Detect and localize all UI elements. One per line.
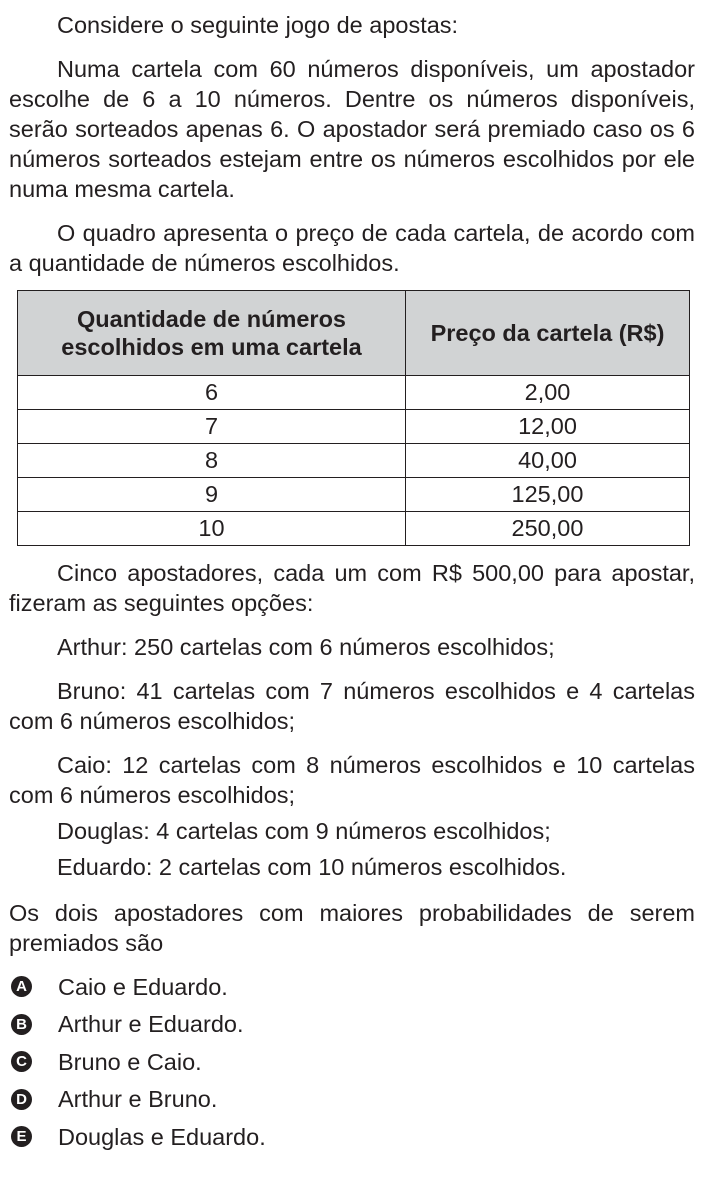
question-text: Os dois apostadores com maiores probabilidades de serem premiados são — [9, 900, 695, 956]
table-row — [18, 478, 690, 512]
question-page — [9, 10, 695, 1156]
option-d[interactable] — [9, 1081, 695, 1119]
option-letter-icon: B — [11, 1014, 32, 1035]
quantity-cell: 8 — [18, 444, 406, 478]
option-text: Caio e Eduardo. — [58, 973, 228, 1000]
price-table — [17, 290, 690, 546]
intro-text: Considere o seguinte jogo de apostas: — [57, 12, 459, 38]
price-cell: 125,00 — [406, 478, 690, 512]
option-c[interactable] — [9, 1043, 695, 1081]
price-cell: 40,00 — [406, 444, 690, 478]
header-price: Preço da cartela (R$) — [406, 291, 690, 376]
bettors-intro-text: Cinco apostadores, cada um com R$ 500,00 para apostar, fizeram as seguintes opções: — [9, 560, 695, 616]
quantity-cell: 6 — [18, 376, 406, 410]
bettor-eduardo: Eduardo: 2 cartelas com 10 números escolhidos. — [57, 854, 567, 880]
rules-text: Numa cartela com 60 números disponíveis, um apostador escolhe de 6 a 10 números. Dentre os números disponíveis, serão sorteados apenas 6. O apostador será premiado caso os 6 números sorteados estejam entre os números escolhidos por ele numa mesma cartela. — [9, 56, 695, 202]
answer-options — [9, 968, 695, 1156]
option-a[interactable] — [9, 968, 695, 1006]
table-row — [18, 376, 690, 410]
option-e[interactable] — [9, 1118, 695, 1156]
option-letter-icon: E — [11, 1126, 32, 1147]
option-letter-icon: C — [11, 1051, 32, 1072]
table-row — [18, 410, 690, 444]
option-text: Arthur e Bruno. — [58, 1086, 218, 1113]
option-letter-icon: A — [11, 976, 32, 997]
quantity-cell: 9 — [18, 478, 406, 512]
table-row — [18, 512, 690, 546]
quantity-cell: 7 — [18, 410, 406, 444]
bettor-caio: Caio: 12 cartelas com 8 números escolhidos e 10 cartelas com 6 números escolhidos; — [9, 752, 695, 808]
table-row — [18, 444, 690, 478]
option-text: Arthur e Eduardo. — [58, 1011, 244, 1038]
bettor-arthur: Arthur: 250 cartelas com 6 números escolhidos; — [57, 634, 555, 660]
price-cell: 2,00 — [406, 376, 690, 410]
option-letter-icon: D — [11, 1089, 32, 1110]
quantity-cell: 10 — [18, 512, 406, 546]
table-header-row — [18, 291, 690, 376]
price-cell: 12,00 — [406, 410, 690, 444]
table-intro-text: O quadro apresenta o preço de cada cartela, de acordo com a quantidade de números escolhidos. — [9, 220, 695, 276]
option-text: Bruno e Caio. — [58, 1048, 202, 1075]
bettor-douglas: Douglas: 4 cartelas com 9 números escolhidos; — [57, 818, 551, 844]
price-cell: 250,00 — [406, 512, 690, 546]
option-text: Douglas e Eduardo. — [58, 1123, 266, 1150]
header-quantity: Quantidade de números escolhidos em uma cartela — [18, 291, 406, 376]
bettor-bruno: Bruno: 41 cartelas com 7 números escolhidos e 4 cartelas com 6 números escolhidos; — [9, 678, 695, 734]
option-b[interactable] — [9, 1006, 695, 1044]
